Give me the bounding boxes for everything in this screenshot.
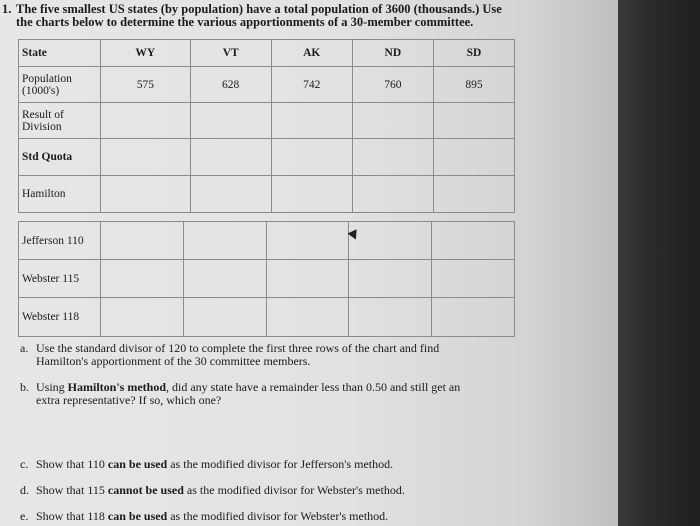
hamilton-row [19, 176, 515, 213]
jefferson-label: Jefferson 110 [19, 222, 101, 260]
question-e [20, 510, 388, 523]
question-b [20, 381, 460, 407]
state-nd: ND [352, 40, 433, 67]
table-cell [190, 103, 271, 139]
problem-number: 1. [2, 2, 12, 16]
question-c-pre: Show that 110 [36, 457, 108, 471]
table-cell [101, 139, 191, 176]
question-b-post: , did any state have a remainder less than 0.50 and still get an [166, 380, 461, 394]
population-sd: 895 [433, 67, 514, 103]
question-c-bold: can be used [107, 457, 168, 471]
question-b-line2: extra representative? If so, which one? [36, 393, 222, 407]
table-cell [101, 103, 191, 139]
state-sd: SD [433, 40, 514, 67]
state-ak: AK [271, 40, 352, 67]
question-a [20, 342, 439, 368]
result-row [19, 103, 515, 139]
table-cell [271, 103, 352, 139]
table-cell [352, 103, 433, 139]
table-cell [433, 103, 514, 139]
question-a-letter: a. [20, 341, 29, 355]
table-cell [101, 298, 184, 337]
webster118-row [19, 298, 515, 337]
state-vt: VT [190, 40, 271, 67]
webster115-row [19, 260, 515, 298]
table-cell [101, 176, 191, 213]
table-cell [352, 139, 433, 176]
table-cell [190, 139, 271, 176]
question-a-line2: Hamilton's apportionment of the 30 committee members. [36, 354, 311, 368]
table-cell [101, 260, 184, 298]
background-surface [618, 0, 700, 526]
population-wy: 575 [101, 67, 191, 103]
modified-divisor-table [18, 221, 515, 337]
table-cell [266, 298, 349, 337]
webster115-label: Webster 115 [19, 260, 101, 298]
table-cell [183, 260, 266, 298]
question-d-post: as the modified divisor for Webster's method. [183, 483, 405, 497]
table-cell [433, 139, 514, 176]
population-label: Population (1000's) [19, 67, 101, 103]
intro-line-2: the charts below to determine the various apportionments of a 30-member committee. [16, 15, 474, 29]
table-cell [271, 176, 352, 213]
question-e-letter: e. [20, 509, 29, 523]
std-quota-row [19, 139, 515, 176]
question-e-pre: Show that 118 [36, 509, 108, 523]
table-cell [271, 139, 352, 176]
population-row [19, 67, 515, 103]
question-a-line1: Use the standard divisor of 120 to complete the first three rows of the chart and find [36, 341, 440, 355]
table-cell [266, 260, 349, 298]
question-d-letter: d. [20, 483, 29, 497]
state-header-label: State [19, 40, 101, 67]
question-d-bold: cannot be used [107, 483, 184, 497]
table-cell [432, 260, 515, 298]
question-b-letter: b. [20, 380, 29, 394]
table-cell [432, 222, 515, 260]
table-cell [433, 176, 514, 213]
question-d-pre: Show that 115 [36, 483, 108, 497]
question-c [20, 458, 393, 471]
table-cell [349, 260, 432, 298]
question-d [20, 484, 405, 497]
question-c-post: as the modified divisor for Jefferson's method. [167, 457, 394, 471]
intro-line-1: The five smallest US states (by population) have a total population of 3600 (thousands.) Use [16, 2, 502, 16]
hamilton-label: Hamilton [19, 176, 101, 213]
apportionment-table [18, 39, 515, 213]
population-ak: 742 [271, 67, 352, 103]
jefferson-row [19, 222, 515, 260]
table-cell [183, 298, 266, 337]
result-label: Result of Division [19, 103, 101, 139]
table-cell [349, 222, 432, 260]
table-cell [101, 222, 184, 260]
table-cell [266, 222, 349, 260]
state-wy: WY [101, 40, 191, 67]
question-e-post: as the modified divisor for Webster's method. [167, 509, 389, 523]
question-b-pre: Using [36, 380, 68, 394]
table-cell [349, 298, 432, 337]
population-nd: 760 [352, 67, 433, 103]
question-b-bold: Hamilton's method [67, 380, 167, 394]
webster118-label: Webster 118 [19, 298, 101, 337]
std-quota-label: Std Quota [19, 139, 101, 176]
table-cell [190, 176, 271, 213]
table-cell [352, 176, 433, 213]
table-cell [432, 298, 515, 337]
state-header-row [19, 40, 515, 67]
table-cell [183, 222, 266, 260]
question-e-bold: can be used [107, 509, 168, 523]
population-vt: 628 [190, 67, 271, 103]
question-c-letter: c. [20, 457, 29, 471]
